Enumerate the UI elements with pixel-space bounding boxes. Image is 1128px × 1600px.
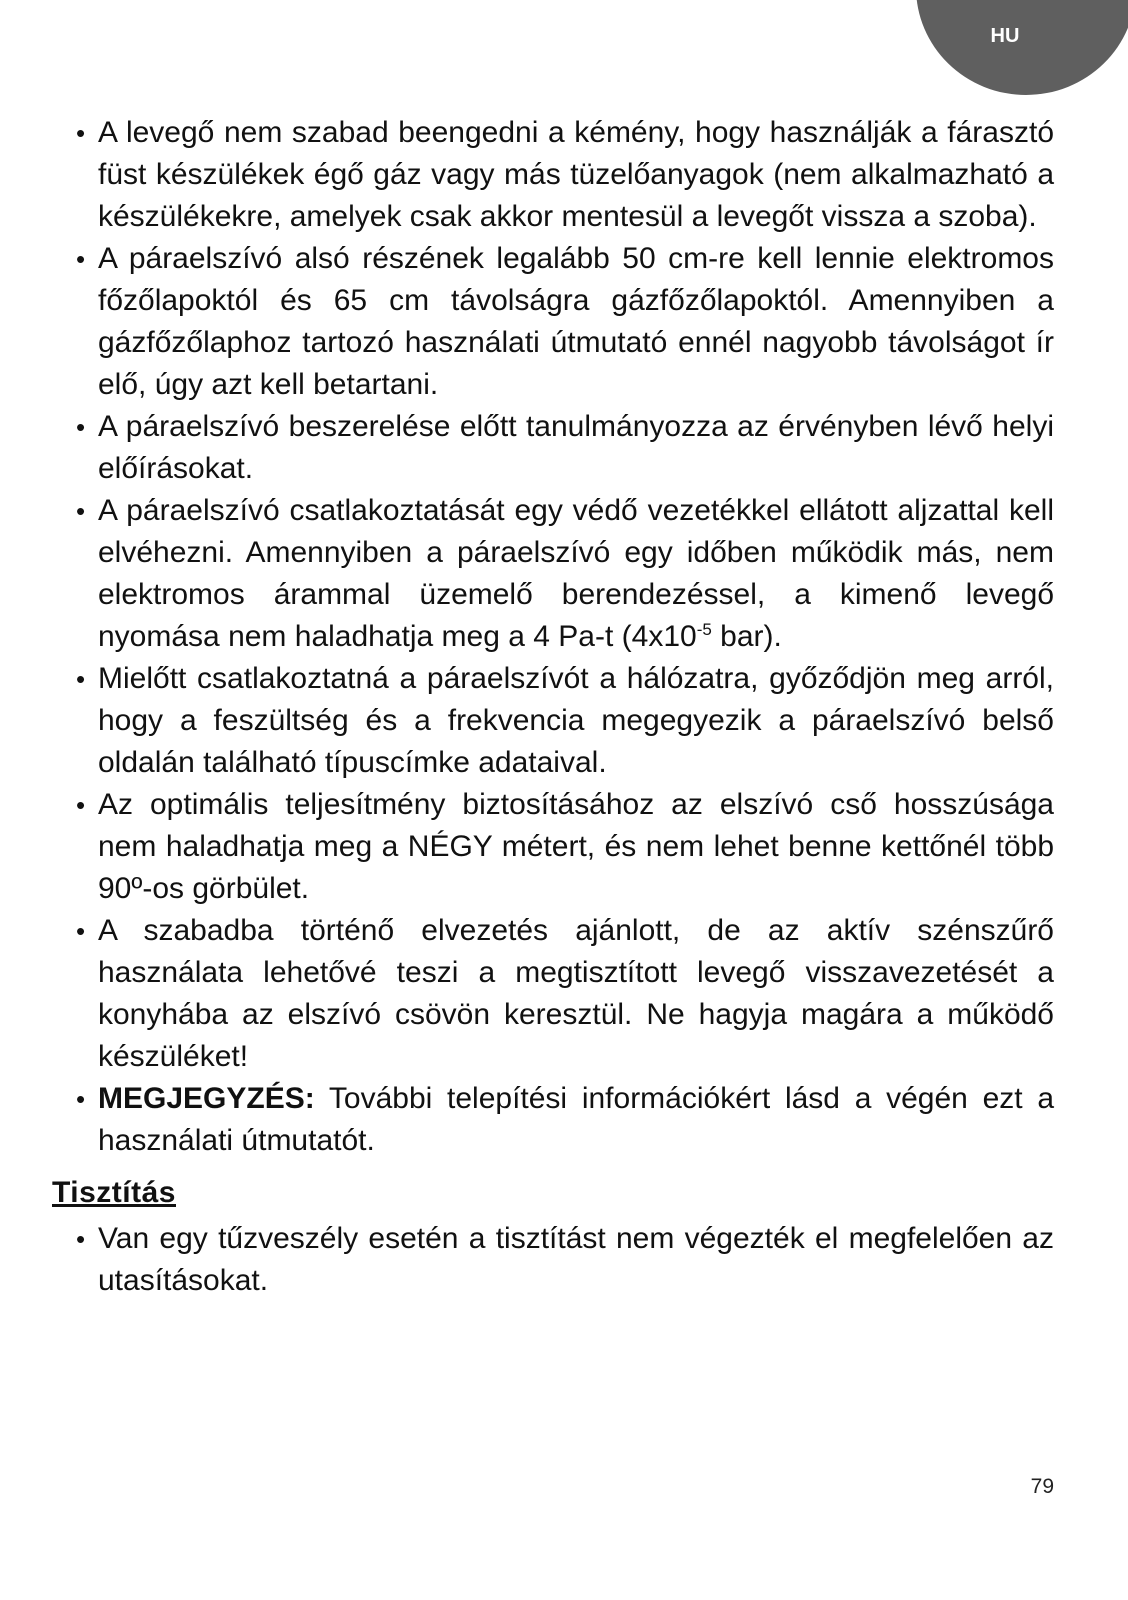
list-item [52, 112, 1054, 238]
note-label: MEGJEGYZÉS: [98, 1082, 315, 1115]
bullet-icon: • [76, 412, 86, 442]
bullet-icon: • [76, 916, 86, 946]
list-item [52, 490, 1054, 658]
section-heading-cleaning: Tisztítás [52, 1176, 176, 1209]
main-content [52, 112, 1054, 1302]
list-item-text [98, 1082, 1054, 1157]
list-item [52, 910, 1054, 1078]
bullet-icon: • [76, 244, 86, 274]
bullet-icon: • [76, 118, 86, 148]
bullet-icon: • [76, 664, 86, 694]
bullet-icon: • [76, 496, 86, 526]
list-item-text: A páraelszívó alsó részének legalább 50 cm-re kell lennie elektromos főzőlapoktól és 65 cm távolságra gázfőzőlapoktól. Amennyiben a gázfőzőlaphoz tartozó használati útmutató ennél nagyobb távolságot ír elő, úgy azt kell betartani. [98, 242, 1054, 401]
list-item-text: A szabadba történő elvezetés ajánlott, de az aktív szénszűrő használata lehetővé teszi a megtisztított levegő visszavezetését a konyhába az elszívó csövön keresztül. Ne hagyja magára a működő készüléket! [98, 914, 1054, 1073]
installation-bullet-list [52, 112, 1054, 1162]
exponent: -5 [696, 620, 712, 639]
language-label: HU [990, 25, 1020, 47]
list-item [52, 238, 1054, 406]
cleaning-bullet-list [52, 1218, 1054, 1302]
list-item-text [98, 494, 1054, 653]
list-item-text: Az optimális teljesítmény biztosításához az elszívó cső hosszúsága nem haladhatja meg a NÉGY métert, és nem lehet benne kettőnél több 90º-os görbület. [98, 788, 1054, 905]
list-item-text: Van egy tűzveszély esetén a tisztítást nem végezték el megfelelően az utasításokat. [98, 1222, 1054, 1297]
list-item [52, 1078, 1054, 1162]
list-item [52, 406, 1054, 490]
list-item [52, 658, 1054, 784]
bullet-icon: • [76, 1224, 86, 1254]
list-item [52, 784, 1054, 910]
page-number: 79 [1030, 1475, 1054, 1498]
bullet-icon: • [76, 1084, 86, 1114]
list-item-text: A levegő nem szabad beengedni a kémény, hogy használják a fárasztó füst készülékek égő gáz vagy más tüzelőanyagok (nem alkalmazható a készülékekre, amelyek csak akkor mentesül a levegőt vissza a szoba). [98, 116, 1054, 233]
note-text: További telepítési információkért lásd a végén ezt a használati útmutatót. [98, 1082, 1054, 1157]
list-item-text: Mielőtt csatlakoztatná a páraelszívót a hálózatra, győződjön meg arról, hogy a feszültség és a frekvencia megegyezik a páraelszívó belső oldalán található típuscímke adataival. [98, 662, 1054, 779]
list-item-text-unit: bar). [711, 620, 782, 653]
list-item-text-main: A páraelszívó csatlakoztatását egy védő vezetékkel ellátott aljzattal kell elvéhezni. Amennyiben a páraelszívó egy időben működik más, nem elektromos árammal üzemelő berendezéssel, a kimenő levegő nyomása nem haladhatja meg a 4 Pa-t (4x10 [98, 494, 1054, 653]
list-item-text: A páraelszívó beszerelése előtt tanulmányozza az érvényben lévő helyi előírásokat. [98, 410, 1054, 485]
list-item [52, 1218, 1054, 1302]
bullet-icon: • [76, 790, 86, 820]
